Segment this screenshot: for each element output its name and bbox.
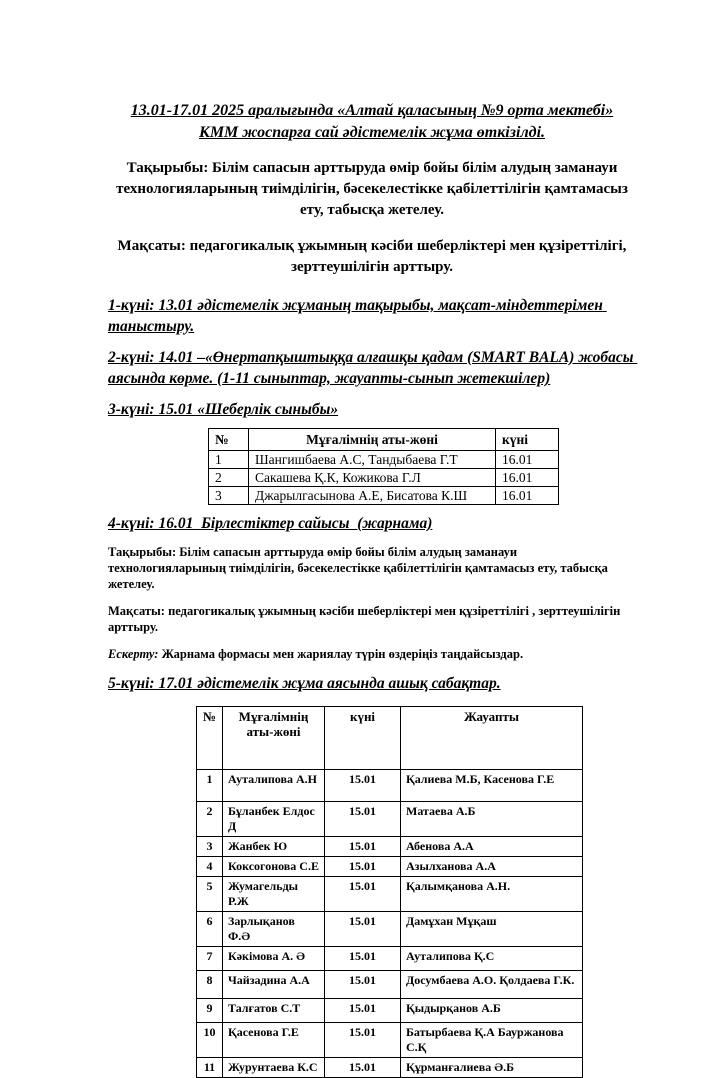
table-cell: Шангишбаева А.С, Тандыбаева Г.Т [249, 451, 496, 469]
table-row [197, 1023, 583, 1058]
table-row [197, 1058, 583, 1078]
table-row [197, 877, 583, 912]
day1-heading: 1-күні: 13.01 әдістемелік жұманың тақырыбы, мақсат-міндеттерімен таныстыру. [108, 297, 607, 335]
note-text: Жарнама формасы мен жариялау түрін өздеріңіз таңдайсыздар. [161, 647, 524, 661]
table-body [197, 770, 583, 1078]
table-cell: 15.01 [325, 837, 401, 857]
table-cell: 15.01 [325, 802, 401, 837]
column-header: № [209, 429, 249, 451]
table-cell: 1 [209, 451, 249, 469]
column-header: күні [496, 429, 559, 451]
document-title [108, 100, 636, 144]
table-cell: Дамұхан Мұқаш [401, 912, 583, 947]
table-cell: 1 [197, 770, 223, 802]
table-cell: Зарлықанов Ф.Ә [223, 912, 325, 947]
table-cell: Коксогонова С.Е [223, 857, 325, 877]
table-cell: Жумагельды Р.Ж [223, 877, 325, 912]
table-cell: 15.01 [325, 999, 401, 1023]
table-header [209, 429, 559, 451]
table-cell: Матаева А.Б [401, 802, 583, 837]
column-header: Мұғалімнің аты-жөні [249, 429, 496, 451]
goal-paragraph: Мақсаты: педагогикалық ұжымның кәсіби шеберліктері мен құзіреттілігі, зерттеушілігін арттыру. [117, 238, 627, 275]
table-row [197, 912, 583, 947]
table-cell: 16.01 [496, 469, 559, 487]
theme-paragraph: Тақырыбы: Білім сапасын арттыруда өмір бойы білім алудың заманауи технологияларының тиімділігін, бәсекелестікке қабілеттілігін қамтамасыз ету, табысқа жетелеу. [116, 160, 628, 218]
table-row [209, 469, 559, 487]
note-label: Ескерту: [108, 647, 159, 661]
table-cell: 6 [197, 912, 223, 947]
table-cell: Ауталипова Қ.С [401, 947, 583, 971]
day4-heading: 4-күні: 16.01 Бірлестіктер сайысы (жарнама) [108, 515, 433, 532]
table-cell: 2 [197, 802, 223, 837]
table-row [209, 451, 559, 469]
table-cell: 7 [197, 947, 223, 971]
column-header: Мұғалімнің аты-жөні [223, 707, 325, 770]
table-row [197, 802, 583, 837]
table-row [197, 971, 583, 999]
table-cell: 5 [197, 877, 223, 912]
day2-heading: 2-күні: 14.01 –«Өнертапқыштыққа алғашқы қадам (SMART BALA) жобасы аясында көрме. (1-11 сыныптар, жауапты-сынып жетекшілер) [108, 349, 638, 387]
column-header: күні [325, 707, 401, 770]
table-cell: Журунтаева К.С [223, 1058, 325, 1078]
table-cell: 11 [197, 1058, 223, 1078]
table-cell: Бұланбек Елдос Д [223, 802, 325, 837]
table-cell: Талғатов С.Т [223, 999, 325, 1023]
table-header [197, 707, 583, 770]
table-cell: 15.01 [325, 947, 401, 971]
table-cell: Қалиева М.Б, Касенова Г.Е [401, 770, 583, 802]
table-cell: 9 [197, 999, 223, 1023]
table-cell: Досумбаева А.О. Қолдаева Г.К. [401, 971, 583, 999]
table-cell: Ауталипова А.Н [223, 770, 325, 802]
open-lessons-table [196, 706, 583, 1078]
header-row [209, 429, 559, 451]
day5-heading: 5-күні: 17.01 әдістемелік жұма аясында ашық сабақтар. [108, 675, 501, 692]
table-cell: 16.01 [496, 451, 559, 469]
table-cell: 15.01 [325, 1023, 401, 1058]
table-cell: 4 [197, 857, 223, 877]
table-cell: Қыдырқанов А.Б [401, 999, 583, 1023]
table-cell: Батырбаева Қ.А Бауржанова С.Қ [401, 1023, 583, 1058]
table-cell: 15.01 [325, 857, 401, 877]
table-cell: 15.01 [325, 877, 401, 912]
table-cell: 2 [209, 469, 249, 487]
table-row [197, 999, 583, 1023]
table-cell: 8 [197, 971, 223, 999]
table-body [209, 451, 559, 505]
table-cell: Чайзадина А.А [223, 971, 325, 999]
column-header: № [197, 707, 223, 770]
table-cell: Қалымқанова А.Н. [401, 877, 583, 912]
title-line-1: 13.01-17.01 2025 аралығында «Алтай қаласының №9 орта мектебі» [130, 102, 614, 119]
table-cell: Жанбек Ю [223, 837, 325, 857]
table-row [197, 857, 583, 877]
table-cell: Джарылгасынова А.Е, Бисатова К.Ш [249, 487, 496, 505]
table-cell: Құрманғалиева Ә.Б [401, 1058, 583, 1078]
table-cell: 3 [197, 837, 223, 857]
table-cell: 3 [209, 487, 249, 505]
master-class-table [208, 428, 559, 505]
table-cell: Кәкімова А. Ә [223, 947, 325, 971]
header-row [197, 707, 583, 770]
table-cell: 15.01 [325, 770, 401, 802]
column-header: Жауапты [401, 707, 583, 770]
table-cell: 15.01 [325, 971, 401, 999]
table-cell: Абенова А.А [401, 837, 583, 857]
table-cell: Азылханова А.А [401, 857, 583, 877]
table-cell: 10 [197, 1023, 223, 1058]
day3-heading: 3-күні: 15.01 «Шеберлік сыныбы» [108, 401, 339, 418]
title-line-2: КММ жоспарға сай әдістемелік жұма өткізілді. [198, 124, 546, 141]
table-cell: 15.01 [325, 912, 401, 947]
table-cell: Қасенова Г.Е [223, 1023, 325, 1058]
table-row [209, 487, 559, 505]
table-row [197, 837, 583, 857]
table-row [197, 770, 583, 802]
note-paragraph [108, 646, 636, 662]
table-row [197, 947, 583, 971]
goal-small-paragraph: Мақсаты: педагогикалық ұжымның кәсіби шеберліктері мен құзіреттілігі , зерттеушілігін арттыру. [108, 604, 621, 634]
theme-small-paragraph: Тақырыбы: Білім сапасын арттыруда өмір бойы білім алудың заманауи технологияларының тиімділігін, бәсекелестікке қабілеттілігін қамтамасыз ету, табысқа жетелеу. [108, 545, 608, 591]
table-cell: 15.01 [325, 1058, 401, 1078]
table-cell: 16.01 [496, 487, 559, 505]
table-cell: Сакашева Қ.К, Кожикова Г.Л [249, 469, 496, 487]
